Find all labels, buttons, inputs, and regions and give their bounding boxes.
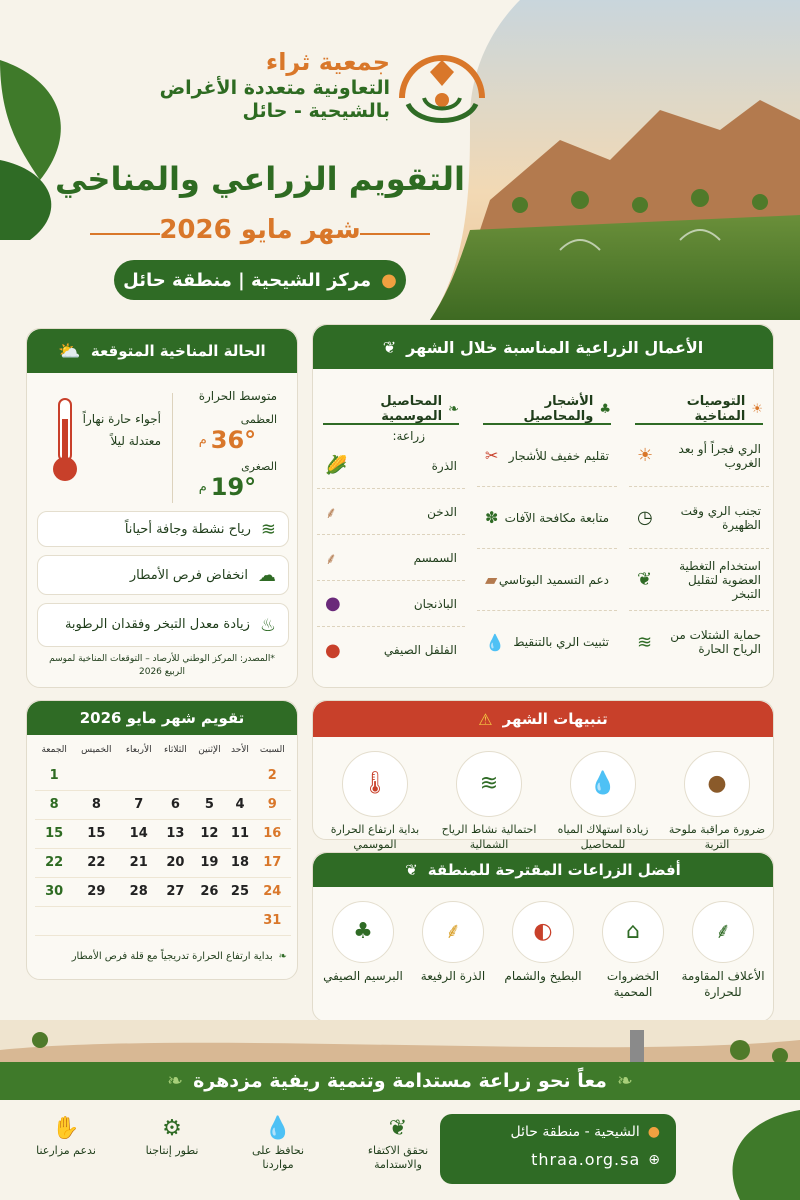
weekday-label: السبت <box>259 745 285 755</box>
calendar-day-cell <box>119 761 158 790</box>
footer-value-text: ندعم مزارعنا <box>36 1143 96 1157</box>
weather-item-text: انخفاض فرص الأمطار <box>129 567 248 583</box>
wind-icon: ≋ <box>456 751 522 817</box>
calendar-week-row <box>35 761 291 790</box>
pepper-icon: ● <box>325 639 341 661</box>
organization-name <box>130 48 390 124</box>
footer-banner-text: معاً نحو زراعة مستدامة وتنمية ريفية مزدهرة <box>193 1070 607 1092</box>
calendar-day-cell: 22 <box>73 848 119 877</box>
plant-icon: ❦ <box>388 1116 408 1141</box>
climate-item <box>629 611 769 673</box>
climate-item <box>629 549 769 611</box>
org-line-1: جمعية ثراء <box>265 48 390 76</box>
eggplant-icon: ● <box>325 593 341 614</box>
calendar-day-cell: 16 <box>254 819 291 848</box>
org-line-2: التعاونية متعددة الأغراض <box>159 77 390 100</box>
calendar-day-cell: 13 <box>158 819 192 848</box>
climate-column-title: التوصيات المناخية <box>686 394 746 424</box>
clock-icon: ◷ <box>637 507 653 528</box>
calendar-day-cell: 7 <box>119 790 158 819</box>
max-temp-unit: م <box>198 432 207 448</box>
website-link[interactable]: thraa.org.sa <box>531 1150 641 1169</box>
alert-text: بداية ارتفاع الحرارة الموسمي <box>330 823 420 851</box>
rain-cloud-icon: ☁ <box>258 564 276 586</box>
thermometer-icon: 🌡 <box>342 751 408 817</box>
best-crop-item <box>411 901 495 985</box>
pruning-shears-icon: ✂ <box>485 446 499 465</box>
weekday-label: الإثنين <box>198 745 221 755</box>
trees-item <box>477 611 617 673</box>
trees-column-title: الأشجار والمحاصيل <box>523 394 594 424</box>
weather-source-note: *المصدر: المركز الوطني للأرصاد – التوقعات المناخية لموسم الربيع 2026 <box>49 654 275 677</box>
calendar-day-cell: 14 <box>119 819 158 848</box>
contact-website[interactable] <box>456 1150 660 1169</box>
temperature-block <box>199 389 277 501</box>
calendar-day-cell: 30 <box>35 877 73 906</box>
calendar-weekday-row <box>35 739 291 761</box>
calendar-week-row <box>35 877 291 906</box>
crop-item-text: الفلفل الصيفي <box>383 643 457 657</box>
agricultural-works-panel <box>312 324 774 688</box>
alfalfa-icon: ♣ <box>332 901 394 963</box>
calendar-title: تقويم شهر مايو 2026 <box>79 709 245 727</box>
calendar-day-cell: 19 <box>193 848 227 877</box>
evaporation-icon: ♨ <box>259 614 276 636</box>
trees-crops-column <box>477 395 617 673</box>
alert-item <box>439 751 539 853</box>
climate-item-text: الري فجراً أو بعد الغروب <box>678 441 761 470</box>
soil-salinity-icon: ● <box>684 751 750 817</box>
calendar-panel <box>26 700 298 980</box>
calendar-day-cell <box>73 761 119 790</box>
weather-item-wind <box>37 511 289 547</box>
trees-item-text: متابعة مكافحة الآفات <box>504 510 609 525</box>
partly-cloudy-icon: ⛅ <box>58 340 81 362</box>
climate-item-text: حماية الشتلات من الرياح الحارة <box>670 628 761 656</box>
weather-panel-title: الحالة المناخية المتوقعة <box>90 342 266 360</box>
calendar-day-cell <box>193 906 227 935</box>
crops-label: زراعة: <box>392 429 425 443</box>
alerts-header <box>313 701 773 737</box>
leaf-icon: ❧ <box>167 1070 184 1092</box>
alert-item <box>667 751 767 853</box>
crop-item-text: الباذنجان <box>413 596 457 611</box>
weather-panel-header <box>27 329 297 373</box>
beetle-icon: ✽ <box>485 508 499 527</box>
alert-text: زيادة استهلاك المياه للمحاصيل <box>557 823 649 851</box>
crop-item <box>317 581 465 627</box>
calendar-day-cell <box>158 906 192 935</box>
climate-recommendations-column <box>629 395 769 673</box>
min-temp-label: الصغرى <box>241 460 277 473</box>
footer-value-item <box>238 1115 318 1172</box>
best-crops-panel <box>312 852 774 1022</box>
wind-icon: ≋ <box>637 631 653 653</box>
grass-fodder-icon: ⸙ <box>692 901 754 963</box>
weekday-label: الخميس <box>81 745 112 755</box>
leaf-icon: ❧ <box>616 1070 633 1092</box>
trees-item <box>477 487 617 549</box>
crop-item <box>317 535 465 581</box>
crop-item <box>317 489 465 535</box>
location-pin-icon: ● <box>647 1124 660 1140</box>
calendar-day-cell: 15 <box>35 819 73 848</box>
calendar-week-row <box>35 790 291 819</box>
calendar-day-cell: 4 <box>226 790 253 819</box>
calendar-day-cell: 24 <box>254 877 291 906</box>
crops-column-header <box>323 395 459 425</box>
climate-item <box>629 425 769 487</box>
calendar-day-cell <box>158 761 192 790</box>
calendar-day-cell: 5 <box>193 790 227 819</box>
calendar-day-cell: 2 <box>254 761 291 790</box>
calendar-day-cell: 1 <box>35 761 73 790</box>
calendar-day-cell: 25 <box>226 877 253 906</box>
calendar-day-cell: 27 <box>158 877 192 906</box>
climate-item-text: تجنب الري وقت الظهيرة <box>680 503 761 532</box>
crops-column-title: المحاصيل الموسمية <box>380 394 443 424</box>
min-temp-value: 19° <box>210 473 257 501</box>
calendar-day-cell <box>226 906 253 935</box>
trees-item-text: تقليم خفيف للأشجار <box>508 448 609 463</box>
footer-value-text: نحقق الاكتفاء والاستدامة <box>367 1143 429 1171</box>
calendar-day-cell <box>193 761 227 790</box>
contact-box <box>440 1114 676 1184</box>
sun-icon: ☀ <box>751 401 763 417</box>
calendar-day-cell: 17 <box>254 848 291 877</box>
tree-icon: ♣ <box>599 401 611 417</box>
calendar-day-cell: 29 <box>73 877 119 906</box>
calendar-day-cell: 8 <box>73 790 119 819</box>
best-crop-text: البرسيم الصيفي <box>323 969 403 983</box>
leaf-decoration <box>700 1100 800 1200</box>
seedling-icon: ❦ <box>637 569 653 590</box>
climate-item-text: استخدام التغطية العضوية لتقليل التبخر <box>679 558 761 601</box>
corn-icon: 🌽 <box>325 455 348 476</box>
alert-item <box>325 751 425 853</box>
footer-value-item <box>132 1115 212 1158</box>
calendar-day-cell: 28 <box>119 877 158 906</box>
calendar-day-cell <box>226 761 253 790</box>
weather-desc-night: معتدلة ليلاً <box>110 433 161 448</box>
works-panel-header <box>313 325 773 369</box>
wind-icon: ≋ <box>260 518 276 540</box>
calendar-day-cell: 22 <box>35 848 73 877</box>
calendar-week-row <box>35 819 291 848</box>
contact-location-text: الشيحية - منطقة حائل <box>510 1124 640 1140</box>
trees-column-header <box>483 395 611 425</box>
weather-desc-day: أجواء حارة نهاراً <box>82 412 161 426</box>
leaf-icon: ❧ <box>448 401 459 417</box>
millet-icon: ⸙ <box>325 502 338 522</box>
location-pin-icon: ● <box>381 269 397 291</box>
footer-landscape-illustration <box>0 1020 800 1200</box>
footer-value-item <box>358 1115 438 1172</box>
climate-item <box>629 487 769 549</box>
calendar-day-cell: 20 <box>158 848 192 877</box>
calendar-day-cell: 31 <box>254 906 291 935</box>
max-temp-label: العظمى <box>240 413 277 426</box>
weekday-label: الأحد <box>231 745 249 755</box>
weather-item-text: رياح نشطة وجافة أحياناً <box>124 521 251 537</box>
calendar-note-text: بداية ارتفاع الحرارة تدريجياً مع قلة فرص الأمطار <box>71 951 273 962</box>
best-crops-title: أفضل الزراعات المقترحة للمنطقة <box>427 861 681 879</box>
crop-item-text: الدخن <box>427 504 457 519</box>
location-text: مركز الشيحية | منطقة حائل <box>123 269 372 291</box>
max-temp <box>199 426 277 454</box>
greenhouse-icon: ⌂ <box>602 901 664 963</box>
crop-item-text: السمسم <box>413 550 457 565</box>
alerts-title: تنبيهات الشهر <box>502 710 608 728</box>
alerts-panel <box>312 700 774 851</box>
max-temp-value: 36° <box>210 426 257 454</box>
leaf-decoration <box>0 40 90 240</box>
org-line-3: بالشيحية - حائل <box>242 100 390 123</box>
calendar-header <box>27 701 297 735</box>
calendar-day-cell: 9 <box>254 790 291 819</box>
weekday-label: الجمعة <box>41 745 67 755</box>
trees-item <box>477 549 617 611</box>
thermometer-icon <box>47 395 83 485</box>
crop-item <box>317 627 465 673</box>
best-crop-item <box>321 901 405 985</box>
best-crop-text: الأعلاف المقاومة للحرارة <box>681 969 765 999</box>
warning-icon: ⚠ <box>478 709 493 729</box>
calendar-day-cell: 8 <box>35 790 73 819</box>
best-crop-item <box>501 901 585 985</box>
seasonal-crops-column <box>317 395 465 673</box>
contact-location <box>456 1124 660 1140</box>
calendar-day-cell: 18 <box>226 848 253 877</box>
best-crops-header <box>313 853 773 887</box>
weather-item-text: زيادة معدل التبخر وفقدان الرطوبة <box>64 616 250 632</box>
best-crop-item <box>591 901 675 1000</box>
trees-item <box>477 425 617 487</box>
calendar-day-cell: 26 <box>193 877 227 906</box>
sunrise-icon: ☀ <box>637 445 654 466</box>
page-subtitle: شهر مايو 2026 <box>159 215 361 245</box>
calendar-grid <box>35 739 291 936</box>
best-crop-text: البطيخ والشمام <box>504 969 582 983</box>
calendar-day-cell: 11 <box>226 819 253 848</box>
sorghum-icon: ⸙ <box>422 901 484 963</box>
gear-leaf-icon: ⚙ <box>162 1116 182 1141</box>
weather-description <box>83 409 161 452</box>
works-panel-title: الأعمال الزراعية المناسبة خلال الشهر <box>406 337 704 357</box>
page-title: التقويم الزراعي والمناخي <box>55 160 465 198</box>
calendar-day-cell <box>35 906 73 935</box>
footer-banner <box>0 1062 800 1100</box>
alert-text: احتمالية نشاط الرياح الشمالية <box>441 823 537 851</box>
weather-panel <box>26 328 298 688</box>
drip-irrigation-icon: 💧 <box>485 632 505 652</box>
best-crop-item <box>681 901 765 1000</box>
calendar-week-row <box>35 906 291 935</box>
crop-item <box>317 443 465 489</box>
sprout-icon: ❦ <box>382 337 397 357</box>
min-temp-unit: م <box>198 479 207 495</box>
weekday-label: الثلاثاء <box>163 745 187 755</box>
weather-item-evaporation <box>37 603 289 647</box>
crop-item-text: الذرة <box>431 458 457 473</box>
globe-icon: ⊕ <box>648 1151 660 1168</box>
leaf-icon: ❧ <box>278 951 287 962</box>
sesame-icon: ⸙ <box>325 548 338 568</box>
calendar-day-cell: 15 <box>73 819 119 848</box>
footer-value-item <box>26 1115 106 1158</box>
calendar-week-row <box>35 848 291 877</box>
best-crop-text: الخضروات المحمية <box>606 969 660 999</box>
avg-temp-label: متوسط الحرارة <box>198 389 277 403</box>
alert-item <box>553 751 653 853</box>
min-temp <box>199 473 277 501</box>
organization-logo <box>394 42 490 138</box>
calendar-note <box>37 951 287 962</box>
weather-item-rain <box>37 555 289 595</box>
trees-item-text: تثبيت الري بالتنقيط <box>513 635 609 649</box>
footer-value-text: نحافظ على مواردنا <box>251 1143 305 1171</box>
climate-column-header <box>635 395 763 425</box>
best-crop-text: الذرة الرفيعة <box>420 969 486 983</box>
trees-item-text: دعم التسميد البوتاسي <box>498 572 609 587</box>
fertilizer-bag-icon: ▰ <box>485 570 498 589</box>
seedling-icon: ❦ <box>405 861 418 879</box>
watermelon-icon: ◐ <box>512 901 574 963</box>
alert-text: ضرورة مراقبة ملوحة التربة <box>668 823 766 851</box>
hand-plant-icon: ✋ <box>52 1116 80 1141</box>
calendar-day-cell <box>119 906 158 935</box>
calendar-body <box>35 761 291 935</box>
calendar-day-cell: 6 <box>158 790 192 819</box>
location-pill <box>114 260 406 300</box>
calendar-day-cell: 21 <box>119 848 158 877</box>
calendar-day-cell: 12 <box>193 819 227 848</box>
water-drop-icon: 💧 <box>264 1116 292 1141</box>
weekday-label: الأربعاء <box>125 745 152 755</box>
footer-value-text: نطور إنتاجنا <box>145 1143 199 1157</box>
calendar-day-cell <box>73 906 119 935</box>
water-drop-icon: 💧 <box>570 751 636 817</box>
weather-divider <box>172 393 173 503</box>
